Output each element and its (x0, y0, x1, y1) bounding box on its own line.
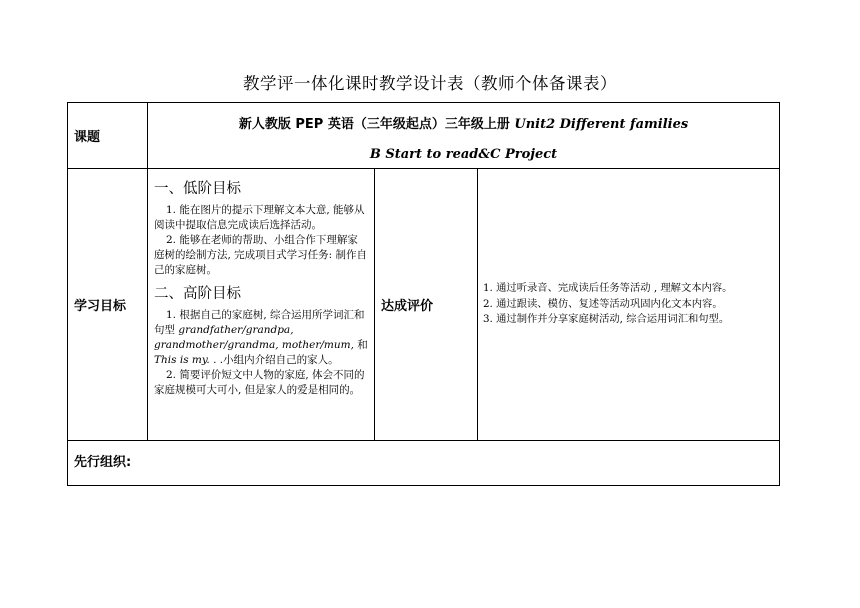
topic-row (68, 103, 780, 169)
high-goal-item-1-and: 和 (353, 339, 368, 351)
goals-row (68, 169, 780, 441)
evaluation-cell (478, 169, 780, 441)
topic-textbook: 新人教版 PEP 英语（三年级起点）三年级上册 (238, 117, 510, 132)
high-goal-item-2: 2. 简要评价短文中人物的家庭, 体会不同的家庭规模可大可小, 但是家人的爱是相同的。 (154, 369, 365, 396)
high-goal-item-1-suffix: 小组内介绍自己的家人。 (223, 354, 339, 366)
topic-line1 (148, 113, 779, 132)
organizer-label: 先行组织: (68, 441, 780, 486)
goals-label: 学习目标 (68, 169, 148, 441)
evaluation-item-3: 3. 通过制作并分享家庭树活动, 综合运用词汇和句型。 (483, 313, 730, 326)
topic-cell (148, 103, 780, 169)
topic-label: 课题 (68, 103, 148, 169)
topic-lesson: B Start to read&C Project (369, 147, 558, 162)
low-goal-item-1: 1. 能在图片的提示下理解文本大意, 能够从阅读中提取信息完成读后选择活动。 (154, 204, 365, 231)
high-goal-item-1-phrase: This is my. . . (154, 354, 224, 366)
high-goal-item-1-prefix: 1. 根据自己的家庭树, 综合运用所学词汇和句型 (154, 309, 365, 336)
topic-unit: Unit2 Different families (514, 117, 689, 132)
high-goal-item-1-words: grandfather/grandpa, grandmother/grandma, mother/mum, (154, 324, 354, 351)
evaluation-item-1: 1. 通过听录音、完成读后任务等活动 , 理解文本内容。 (483, 282, 733, 295)
lesson-design-table (67, 102, 780, 486)
evaluation-item-2: 2. 通过跟读、模仿、复述等活动巩固内化文本内容。 (483, 297, 723, 310)
document-title: 教学评一体化课时教学设计表（教师个体备课表） (243, 74, 617, 93)
low-goal-item-2: 2. 能够在老师的帮助、小组合作下理解家庭树的绘制方法, 完成项目式学习任务: 制作自己的家庭树。 (154, 234, 368, 276)
evaluation-label: 达成评价 (375, 169, 478, 441)
organizer-row (68, 441, 780, 486)
high-goal-heading: 二、高阶目标 (154, 286, 241, 302)
goals-cell (148, 169, 375, 441)
high-goal-item-1 (154, 308, 368, 368)
low-goal-heading: 一、低阶目标 (154, 181, 241, 197)
